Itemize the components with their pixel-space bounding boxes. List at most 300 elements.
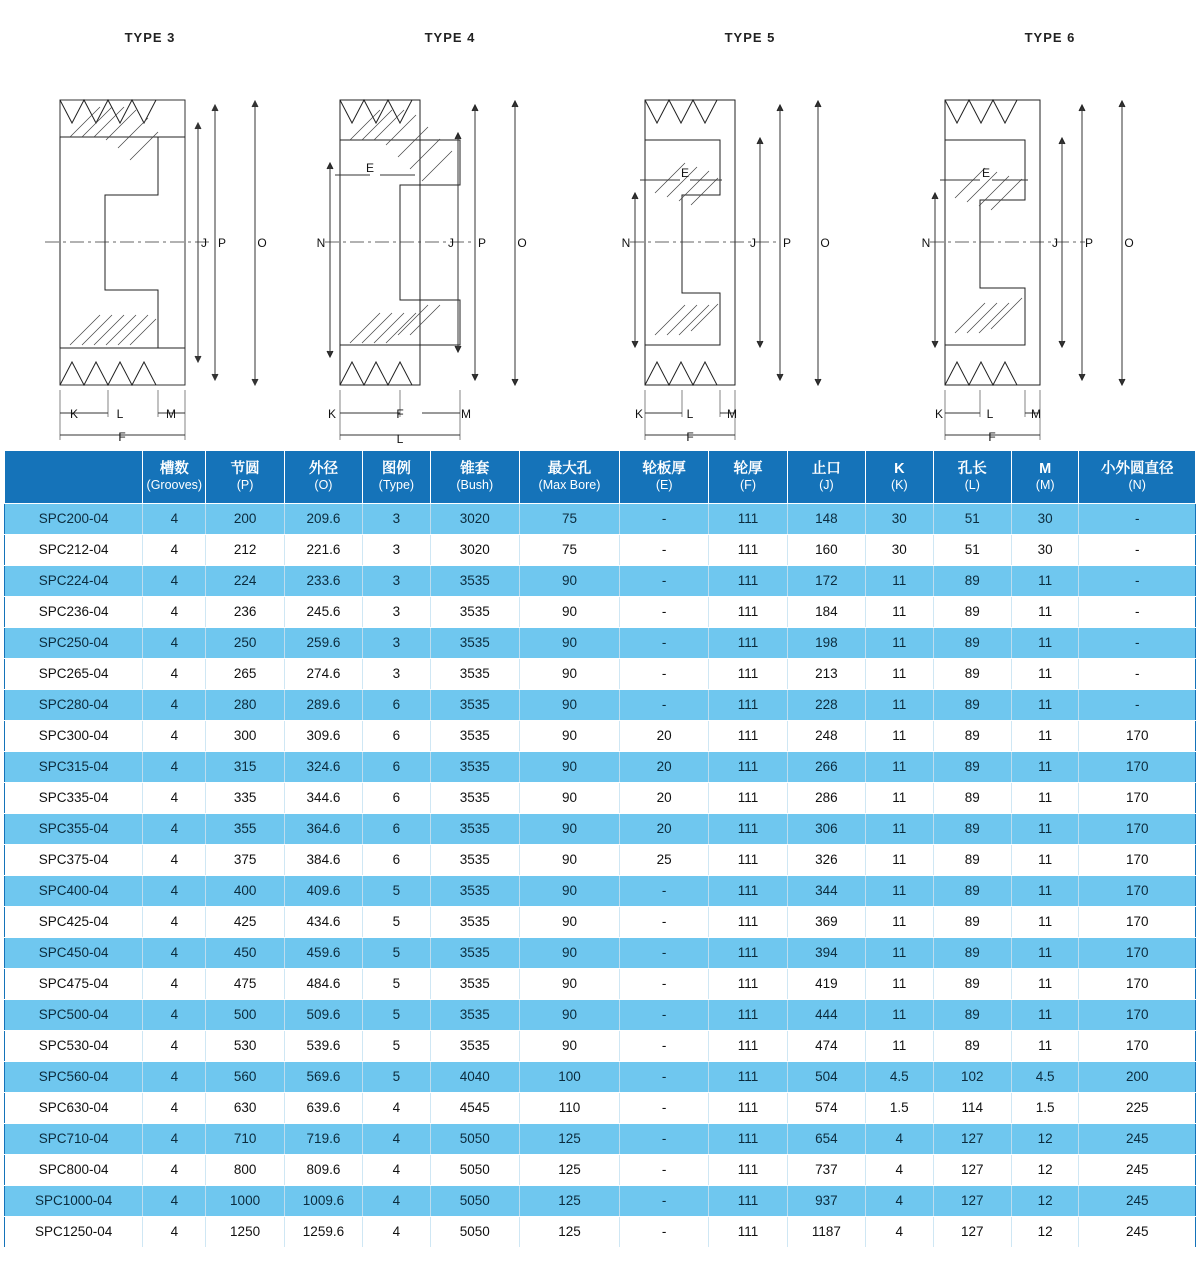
cell-value: 250 bbox=[206, 628, 284, 659]
cell-value: 89 bbox=[933, 628, 1011, 659]
dim-label-P: P bbox=[477, 236, 487, 250]
cell-value: 89 bbox=[933, 659, 1011, 690]
cell-value: 11 bbox=[1011, 1000, 1078, 1031]
cell-value: 475 bbox=[206, 969, 284, 1000]
cell-value: 560 bbox=[206, 1062, 284, 1093]
cell-value: 11 bbox=[1011, 1031, 1078, 1062]
cell-value: 51 bbox=[933, 504, 1011, 535]
cell-value: 4040 bbox=[430, 1062, 519, 1093]
cell-value: 170 bbox=[1079, 814, 1196, 845]
cell-value: 89 bbox=[933, 876, 1011, 907]
diagram-body bbox=[600, 45, 900, 444]
cell-value: 4 bbox=[143, 907, 206, 938]
cell-value: 12 bbox=[1011, 1155, 1078, 1186]
cell-value: 30 bbox=[866, 504, 933, 535]
cell-model: SPC400-04 bbox=[5, 876, 143, 907]
dim-label-P: P bbox=[217, 236, 227, 250]
cell-value: - bbox=[1079, 504, 1196, 535]
cell-value: 3535 bbox=[430, 752, 519, 783]
column-header-en: (Grooves) bbox=[146, 478, 203, 493]
cell-value: 11 bbox=[1011, 690, 1078, 721]
cell-value: 419 bbox=[787, 969, 865, 1000]
cell-value: 11 bbox=[1011, 845, 1078, 876]
cell-value: 221.6 bbox=[284, 535, 362, 566]
cell-value: 654 bbox=[787, 1124, 865, 1155]
cell-value: 344.6 bbox=[284, 783, 362, 814]
pulley-section-drawing bbox=[10, 45, 290, 444]
column-header-cn: 轮板厚 bbox=[642, 461, 686, 478]
cell-value: 459.6 bbox=[284, 938, 362, 969]
cell-value: 11 bbox=[866, 938, 933, 969]
column-header-en: (L) bbox=[964, 478, 980, 493]
column-header-cn: K bbox=[894, 461, 905, 478]
cell-value: 111 bbox=[709, 1217, 787, 1248]
table-row bbox=[5, 1124, 1196, 1155]
cell-value: 3 bbox=[363, 597, 430, 628]
cell-value: - bbox=[620, 907, 709, 938]
dim-label-M: M bbox=[1031, 407, 1041, 421]
cell-model: SPC450-04 bbox=[5, 938, 143, 969]
cell-value: 286 bbox=[787, 783, 865, 814]
cell-value: 274.6 bbox=[284, 659, 362, 690]
cell-value: 6 bbox=[363, 783, 430, 814]
cell-value: 3535 bbox=[430, 628, 519, 659]
cell-value: 102 bbox=[933, 1062, 1011, 1093]
cell-value: 710 bbox=[206, 1124, 284, 1155]
cell-value: 574 bbox=[787, 1093, 865, 1124]
cell-value: 75 bbox=[519, 504, 619, 535]
cell-model: SPC710-04 bbox=[5, 1124, 143, 1155]
cell-value: 11 bbox=[866, 907, 933, 938]
cell-value: 3535 bbox=[430, 907, 519, 938]
cell-value: 111 bbox=[709, 876, 787, 907]
pulley-section-drawing bbox=[610, 45, 890, 444]
column-header-cn: 轮厚 bbox=[733, 461, 763, 478]
cell-value: 172 bbox=[787, 566, 865, 597]
cell-value: 5 bbox=[363, 938, 430, 969]
cell-value: - bbox=[620, 969, 709, 1000]
header-row bbox=[5, 451, 1196, 504]
cell-value: 89 bbox=[933, 907, 1011, 938]
cell-value: 5 bbox=[363, 1000, 430, 1031]
dim-label-M: M bbox=[727, 407, 737, 421]
cell-value: 306 bbox=[787, 814, 865, 845]
column-header-cn: 孔长 bbox=[957, 461, 987, 478]
cell-model: SPC212-04 bbox=[5, 535, 143, 566]
column-header-11 bbox=[933, 451, 1011, 504]
dim-label-K: K bbox=[634, 407, 644, 421]
cell-value: 4 bbox=[143, 845, 206, 876]
cell-value: 4 bbox=[143, 876, 206, 907]
spec-table bbox=[4, 450, 1196, 1248]
column-header-13 bbox=[1079, 451, 1196, 504]
table-row bbox=[5, 721, 1196, 752]
cell-value: - bbox=[620, 938, 709, 969]
cell-value: 110 bbox=[519, 1093, 619, 1124]
dim-label-O: O bbox=[820, 236, 830, 250]
table-row bbox=[5, 752, 1196, 783]
cell-model: SPC236-04 bbox=[5, 597, 143, 628]
cell-value: 4 bbox=[866, 1186, 933, 1217]
cell-value: 11 bbox=[866, 969, 933, 1000]
cell-value: 90 bbox=[519, 876, 619, 907]
dim-label-N: N bbox=[921, 236, 931, 250]
cell-value: 111 bbox=[709, 1000, 787, 1031]
cell-value: 3535 bbox=[430, 845, 519, 876]
cell-value: 300 bbox=[206, 721, 284, 752]
cell-value: 111 bbox=[709, 1186, 787, 1217]
cell-value: 3020 bbox=[430, 535, 519, 566]
cell-value: 170 bbox=[1079, 1031, 1196, 1062]
cell-value: 170 bbox=[1079, 1000, 1196, 1031]
cell-value: 4.5 bbox=[866, 1062, 933, 1093]
cell-value: 630 bbox=[206, 1093, 284, 1124]
cell-value: 111 bbox=[709, 1155, 787, 1186]
cell-value: 111 bbox=[709, 721, 787, 752]
cell-value: 170 bbox=[1079, 783, 1196, 814]
dim-label-O: O bbox=[257, 236, 267, 250]
cell-value: 225 bbox=[1079, 1093, 1196, 1124]
cell-model: SPC1000-04 bbox=[5, 1186, 143, 1217]
table-row bbox=[5, 876, 1196, 907]
column-header-en: (Bush) bbox=[456, 478, 494, 493]
cell-value: 530 bbox=[206, 1031, 284, 1062]
cell-value: 394 bbox=[787, 938, 865, 969]
dim-label-P: P bbox=[782, 236, 792, 250]
cell-value: 375 bbox=[206, 845, 284, 876]
table-row bbox=[5, 938, 1196, 969]
pulley-section-drawing bbox=[310, 45, 590, 446]
column-header-5 bbox=[430, 451, 519, 504]
cell-value: 3020 bbox=[430, 504, 519, 535]
cell-value: 170 bbox=[1079, 876, 1196, 907]
cell-value: 719.6 bbox=[284, 1124, 362, 1155]
cell-value: 3535 bbox=[430, 814, 519, 845]
cell-value: 20 bbox=[620, 814, 709, 845]
dim-label-L: L bbox=[986, 407, 994, 421]
cell-value: 12 bbox=[1011, 1124, 1078, 1155]
column-header-en: (N) bbox=[1128, 478, 1146, 493]
table-row bbox=[5, 566, 1196, 597]
cell-value: 1250 bbox=[206, 1217, 284, 1248]
cell-value: - bbox=[620, 1000, 709, 1031]
cell-value: 11 bbox=[866, 1031, 933, 1062]
column-header-en: (Type) bbox=[378, 478, 415, 493]
cell-value: 11 bbox=[866, 876, 933, 907]
cell-value: 11 bbox=[866, 721, 933, 752]
cell-value: 474 bbox=[787, 1031, 865, 1062]
dim-label-L: L bbox=[396, 432, 404, 446]
cell-value: 160 bbox=[787, 535, 865, 566]
cell-value: 89 bbox=[933, 566, 1011, 597]
cell-value: 90 bbox=[519, 659, 619, 690]
cell-value: 937 bbox=[787, 1186, 865, 1217]
cell-value: 335 bbox=[206, 783, 284, 814]
diagram-body bbox=[300, 45, 600, 446]
cell-value: 200 bbox=[1079, 1062, 1196, 1093]
cell-value: 4.5 bbox=[1011, 1062, 1078, 1093]
dim-label-J: J bbox=[750, 236, 756, 250]
column-header-cn: M bbox=[1039, 461, 1052, 478]
cell-value: 4 bbox=[866, 1155, 933, 1186]
cell-value: 3535 bbox=[430, 1000, 519, 1031]
cell-value: 4 bbox=[866, 1217, 933, 1248]
cell-value: 148 bbox=[787, 504, 865, 535]
cell-value: 111 bbox=[709, 783, 787, 814]
cell-value: 11 bbox=[866, 752, 933, 783]
cell-value: 90 bbox=[519, 628, 619, 659]
diagram-body bbox=[900, 45, 1200, 444]
cell-value: 1259.6 bbox=[284, 1217, 362, 1248]
column-header-8 bbox=[709, 451, 787, 504]
cell-value: 3535 bbox=[430, 721, 519, 752]
diagram-title: TYPE 6 bbox=[1024, 30, 1076, 45]
cell-value: 111 bbox=[709, 1093, 787, 1124]
cell-value: 4545 bbox=[430, 1093, 519, 1124]
diagram-title: TYPE 4 bbox=[424, 30, 476, 45]
cell-value: 5 bbox=[363, 876, 430, 907]
column-header-en: (Max Bore) bbox=[538, 478, 601, 493]
cell-value: 111 bbox=[709, 1031, 787, 1062]
cell-value: 324.6 bbox=[284, 752, 362, 783]
dim-label-L: L bbox=[686, 407, 694, 421]
cell-value: - bbox=[620, 597, 709, 628]
cell-value: 344 bbox=[787, 876, 865, 907]
cell-value: 444 bbox=[787, 1000, 865, 1031]
cell-value: 100 bbox=[519, 1062, 619, 1093]
diagram-title: TYPE 3 bbox=[124, 30, 176, 45]
table-row bbox=[5, 535, 1196, 566]
cell-value: 4 bbox=[143, 659, 206, 690]
cell-value: - bbox=[1079, 566, 1196, 597]
cell-value: 89 bbox=[933, 752, 1011, 783]
dim-label-E: E bbox=[981, 166, 991, 180]
cell-value: - bbox=[620, 1124, 709, 1155]
cell-value: 212 bbox=[206, 535, 284, 566]
table-body bbox=[5, 504, 1196, 1248]
cell-value: 90 bbox=[519, 1031, 619, 1062]
cell-value: 800 bbox=[206, 1155, 284, 1186]
cell-value: 4 bbox=[143, 597, 206, 628]
cell-value: 11 bbox=[1011, 659, 1078, 690]
cell-value: 111 bbox=[709, 1062, 787, 1093]
cell-value: 384.6 bbox=[284, 845, 362, 876]
cell-value: 3535 bbox=[430, 690, 519, 721]
cell-value: 4 bbox=[143, 1031, 206, 1062]
cell-value: 111 bbox=[709, 690, 787, 721]
cell-value: 4 bbox=[143, 1155, 206, 1186]
column-header-cn: 外径 bbox=[308, 461, 338, 478]
cell-value: 4 bbox=[143, 690, 206, 721]
cell-value: 125 bbox=[519, 1217, 619, 1248]
cell-value: 4 bbox=[143, 628, 206, 659]
table-head bbox=[5, 451, 1196, 504]
diagram-type-6 bbox=[900, 12, 1200, 450]
cell-value: 90 bbox=[519, 907, 619, 938]
cell-value: 1.5 bbox=[1011, 1093, 1078, 1124]
cell-model: SPC200-04 bbox=[5, 504, 143, 535]
cell-value: 90 bbox=[519, 1000, 619, 1031]
cell-value: 315 bbox=[206, 752, 284, 783]
cell-value: 90 bbox=[519, 814, 619, 845]
cell-value: 30 bbox=[866, 535, 933, 566]
cell-value: 89 bbox=[933, 1000, 1011, 1031]
cell-model: SPC425-04 bbox=[5, 907, 143, 938]
cell-value: 25 bbox=[620, 845, 709, 876]
cell-value: 326 bbox=[787, 845, 865, 876]
cell-value: 111 bbox=[709, 659, 787, 690]
cell-value: - bbox=[1079, 690, 1196, 721]
cell-value: 111 bbox=[709, 504, 787, 535]
cell-value: 11 bbox=[1011, 907, 1078, 938]
cell-value: 3535 bbox=[430, 659, 519, 690]
column-header-en: (J) bbox=[819, 478, 834, 493]
cell-model: SPC630-04 bbox=[5, 1093, 143, 1124]
cell-value: 111 bbox=[709, 938, 787, 969]
column-header-1 bbox=[143, 451, 206, 504]
cell-value: 170 bbox=[1079, 907, 1196, 938]
dim-label-E: E bbox=[680, 166, 690, 180]
column-header-0 bbox=[5, 451, 143, 504]
dim-label-M: M bbox=[166, 407, 176, 421]
dim-label-K: K bbox=[69, 407, 79, 421]
cell-value: 289.6 bbox=[284, 690, 362, 721]
cell-value: 30 bbox=[1011, 535, 1078, 566]
cell-value: 228 bbox=[787, 690, 865, 721]
cell-model: SPC530-04 bbox=[5, 1031, 143, 1062]
cell-value: 198 bbox=[787, 628, 865, 659]
column-header-cn: 最大孔 bbox=[547, 461, 592, 478]
cell-value: 111 bbox=[709, 752, 787, 783]
table-row bbox=[5, 814, 1196, 845]
cell-value: 111 bbox=[709, 969, 787, 1000]
cell-model: SPC355-04 bbox=[5, 814, 143, 845]
diagram-band bbox=[0, 0, 1200, 450]
cell-value: 51 bbox=[933, 535, 1011, 566]
cell-value: - bbox=[1079, 535, 1196, 566]
dim-label-F: F bbox=[988, 430, 996, 444]
table-row bbox=[5, 504, 1196, 535]
cell-value: 4 bbox=[363, 1093, 430, 1124]
cell-value: 3 bbox=[363, 566, 430, 597]
column-header-7 bbox=[620, 451, 709, 504]
cell-value: 170 bbox=[1079, 969, 1196, 1000]
table-row bbox=[5, 783, 1196, 814]
cell-value: 3 bbox=[363, 535, 430, 566]
cell-value: 3535 bbox=[430, 566, 519, 597]
dim-label-K: K bbox=[934, 407, 944, 421]
pulley-section-drawing bbox=[910, 45, 1190, 444]
column-header-4 bbox=[363, 451, 430, 504]
cell-value: - bbox=[1079, 628, 1196, 659]
cell-value: 6 bbox=[363, 690, 430, 721]
cell-value: 450 bbox=[206, 938, 284, 969]
column-header-6 bbox=[519, 451, 619, 504]
cell-value: - bbox=[620, 628, 709, 659]
cell-value: 90 bbox=[519, 845, 619, 876]
cell-value: 12 bbox=[1011, 1217, 1078, 1248]
cell-value: - bbox=[620, 1186, 709, 1217]
column-header-10 bbox=[866, 451, 933, 504]
cell-value: 11 bbox=[866, 566, 933, 597]
column-header-cn: 小外圆直径 bbox=[1100, 461, 1174, 478]
column-header-en: (P) bbox=[236, 478, 254, 493]
cell-value: 125 bbox=[519, 1124, 619, 1155]
dim-label-K: K bbox=[327, 407, 337, 421]
cell-value: 11 bbox=[866, 597, 933, 628]
column-header-12 bbox=[1011, 451, 1078, 504]
diagram-type-4 bbox=[300, 12, 600, 450]
cell-value: 4 bbox=[143, 1217, 206, 1248]
cell-value: 127 bbox=[933, 1186, 1011, 1217]
cell-value: 20 bbox=[620, 752, 709, 783]
cell-value: 504 bbox=[787, 1062, 865, 1093]
table-row bbox=[5, 690, 1196, 721]
table-row bbox=[5, 907, 1196, 938]
column-header-en: (M) bbox=[1035, 478, 1055, 493]
cell-value: 125 bbox=[519, 1186, 619, 1217]
cell-value: - bbox=[620, 1155, 709, 1186]
cell-value: 4 bbox=[143, 1186, 206, 1217]
cell-value: 90 bbox=[519, 783, 619, 814]
cell-value: 248 bbox=[787, 721, 865, 752]
cell-value: - bbox=[620, 876, 709, 907]
cell-value: 4 bbox=[363, 1186, 430, 1217]
cell-value: 127 bbox=[933, 1124, 1011, 1155]
dim-label-O: O bbox=[517, 236, 527, 250]
cell-model: SPC560-04 bbox=[5, 1062, 143, 1093]
cell-value: 4 bbox=[143, 535, 206, 566]
cell-value: 170 bbox=[1079, 938, 1196, 969]
cell-value: 245 bbox=[1079, 1155, 1196, 1186]
cell-value: 434.6 bbox=[284, 907, 362, 938]
cell-value: 89 bbox=[933, 845, 1011, 876]
cell-value: 170 bbox=[1079, 752, 1196, 783]
cell-value: 1009.6 bbox=[284, 1186, 362, 1217]
cell-value: 309.6 bbox=[284, 721, 362, 752]
column-header-9 bbox=[787, 451, 865, 504]
cell-value: 213 bbox=[787, 659, 865, 690]
cell-model: SPC265-04 bbox=[5, 659, 143, 690]
cell-value: - bbox=[620, 1062, 709, 1093]
cell-value: 4 bbox=[143, 783, 206, 814]
table-row bbox=[5, 845, 1196, 876]
column-header-en: (K) bbox=[890, 478, 908, 493]
diagram-type-5 bbox=[600, 12, 900, 450]
cell-value: 111 bbox=[709, 628, 787, 659]
column-header-cn: 节圆 bbox=[230, 461, 260, 478]
cell-value: 111 bbox=[709, 814, 787, 845]
diagram-title: TYPE 5 bbox=[724, 30, 776, 45]
dim-label-P: P bbox=[1084, 236, 1094, 250]
cell-value: 11 bbox=[866, 1000, 933, 1031]
dim-label-F: F bbox=[686, 430, 694, 444]
cell-value: 509.6 bbox=[284, 1000, 362, 1031]
cell-value: 90 bbox=[519, 597, 619, 628]
cell-value: 89 bbox=[933, 783, 1011, 814]
cell-value: 184 bbox=[787, 597, 865, 628]
cell-value: - bbox=[620, 1093, 709, 1124]
cell-value: 11 bbox=[1011, 597, 1078, 628]
column-header-2 bbox=[206, 451, 284, 504]
cell-value: 3 bbox=[363, 504, 430, 535]
dim-label-N: N bbox=[316, 236, 326, 250]
cell-value: 89 bbox=[933, 814, 1011, 845]
cell-value: 89 bbox=[933, 969, 1011, 1000]
cell-value: 90 bbox=[519, 690, 619, 721]
cell-value: 6 bbox=[363, 721, 430, 752]
cell-value: 111 bbox=[709, 845, 787, 876]
